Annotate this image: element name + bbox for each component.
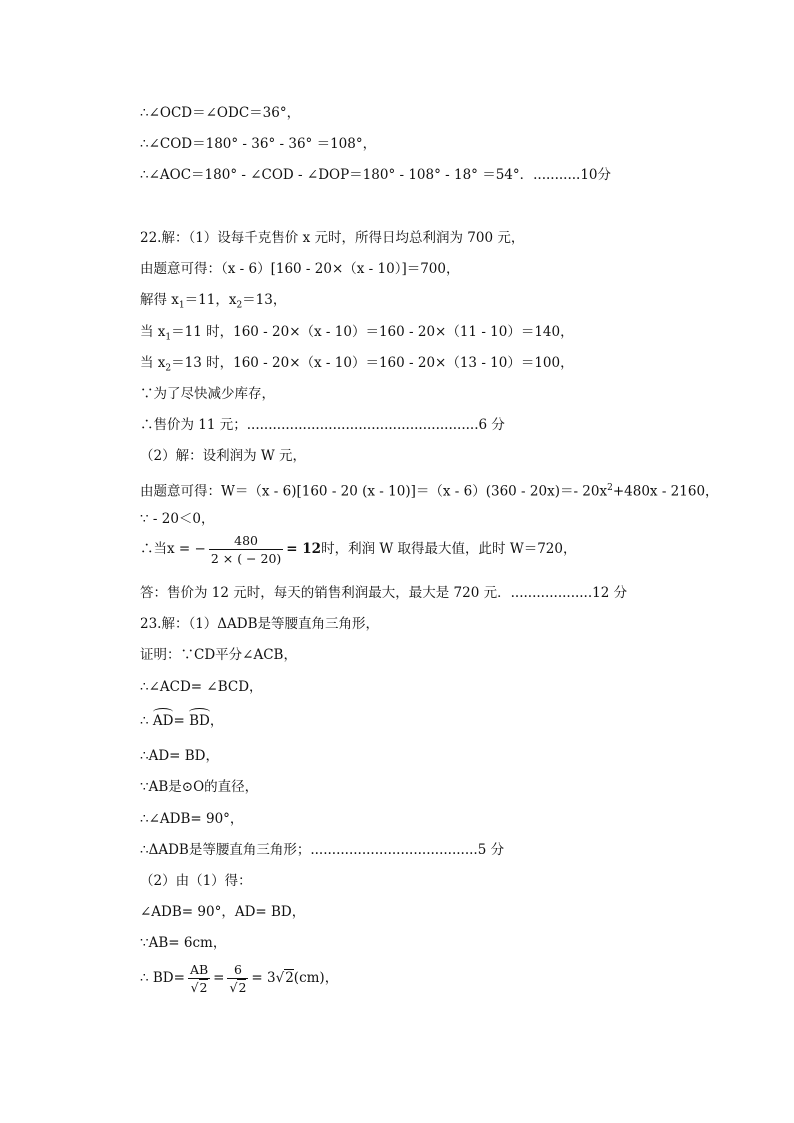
text-line: ∴∠ACD= ∠BCD， xyxy=(140,679,263,695)
text-line: 答：售价为 12 元时，每天的销售利润最大，最大是 720 元．...................12 分 xyxy=(140,585,628,601)
text-segment: ＝11，x xyxy=(184,292,237,308)
text-segment: = 12 xyxy=(286,541,322,557)
fraction xyxy=(209,533,283,566)
denominator: 2 × ( − 20) xyxy=(210,551,282,566)
text-segment: ， xyxy=(209,713,224,729)
text-line: ∴AD= BD， xyxy=(140,748,220,764)
text-segment: = xyxy=(173,713,190,729)
text-segment: 当 x xyxy=(140,324,166,340)
radicand: 2 xyxy=(238,980,247,995)
subscript: 1 xyxy=(165,332,172,343)
text-line: ∴∠COD＝180° - 36° - 36° ＝108°， xyxy=(140,136,377,152)
text-line: 由题意可得：（x - 6）[160 - 20×（x - 10）]＝700， xyxy=(140,261,460,277)
text-segment: = xyxy=(213,970,225,986)
numerator: 6 xyxy=(227,962,248,979)
text-line: （2）由（1）得： xyxy=(140,873,252,889)
text-line: ∵AB= 6cm， xyxy=(140,935,227,951)
subscript: 1 xyxy=(178,300,185,311)
text-line: ∴∠OCD＝∠ODC＝36°， xyxy=(140,105,301,121)
text-line: ∵AB是⊙O的直径， xyxy=(140,779,259,795)
subscript: 2 xyxy=(236,300,243,311)
text-segment: ＝13， xyxy=(242,292,287,308)
subscript: 2 xyxy=(165,363,172,374)
text-line: （2）解：设利润为 W 元， xyxy=(140,448,307,464)
radicand: 2 xyxy=(285,970,294,986)
text-segment: 时，利润 W 取得最大值，此时 W＝720， xyxy=(321,541,577,557)
text-segment: ∴当x = − xyxy=(140,541,206,557)
numerator: 480 xyxy=(209,533,283,550)
text-segment: 解得 x xyxy=(140,292,179,308)
text-line xyxy=(140,322,574,348)
text-line: ∵为了尽快减少库存， xyxy=(140,386,275,402)
text-segment: +480x - 2160， xyxy=(612,483,719,500)
text-segment: ∴ xyxy=(140,713,153,729)
arc-line xyxy=(140,711,223,731)
radicand: 2 xyxy=(199,980,208,995)
text-segment: 当 x xyxy=(140,355,166,371)
text-segment: (cm)， xyxy=(293,970,339,986)
text-line: ∴ΔADB是等腰直角三角形；.......................................5 分 xyxy=(140,842,505,858)
text-line: ∴售价为 11 元；......................................................6 分 xyxy=(140,417,505,433)
text-segment: ∴ BD= xyxy=(140,970,185,986)
fraction xyxy=(227,962,248,995)
text-line: 证明：∵CD平分∠ACB， xyxy=(140,647,297,663)
text-segment: = 3 xyxy=(251,970,276,986)
text-line: ∠ADB= 90°，AD= BD， xyxy=(140,904,306,920)
text-segment: 由题意可得：W＝（x - 6)[160 - 20 (x - 10)]＝（x - 6）(360 - 20x)＝- 20x xyxy=(140,483,608,500)
arc-ad: AD xyxy=(152,713,174,729)
text-segment: ＝11 时，160 - 20×（x - 10）＝160 - 20×（11 - 10）＝140， xyxy=(171,324,574,340)
text-line xyxy=(140,290,286,316)
text-line: ∴∠AOC＝180° - ∠COD - ∠DOP＝180° - 108° - 18° ＝54°．...........10分 xyxy=(140,167,612,183)
fraction xyxy=(188,962,210,995)
denominator: √2 xyxy=(190,980,208,995)
text-line: ∵ - 20＜0， xyxy=(140,511,215,527)
problem-22-heading: 22.解：（1）设每千克售价 x 元时，所得日均总利润为 700 元， xyxy=(140,230,525,246)
fraction-line: ∴ BD= $\frac{AB}{√2}$ = $\frac{6}{√2}$ = 3√2(cm)， xyxy=(140,962,339,995)
arc-bd: BD xyxy=(189,713,210,729)
text-line xyxy=(140,478,719,502)
denominator: √2 xyxy=(229,980,247,995)
text-line: ∴∠ADB= 90°， xyxy=(140,811,244,827)
numerator: AB xyxy=(189,962,209,977)
text-line xyxy=(140,353,574,379)
text-segment: ＝13 时，160 - 20×（x - 10）＝160 - 20×（13 - 10）＝100， xyxy=(171,355,574,371)
fraction-line xyxy=(140,533,577,566)
superscript: 2 xyxy=(607,483,613,493)
problem-23-heading: 23.解：（1）ΔADB是等腰直角三角形， xyxy=(140,616,380,632)
